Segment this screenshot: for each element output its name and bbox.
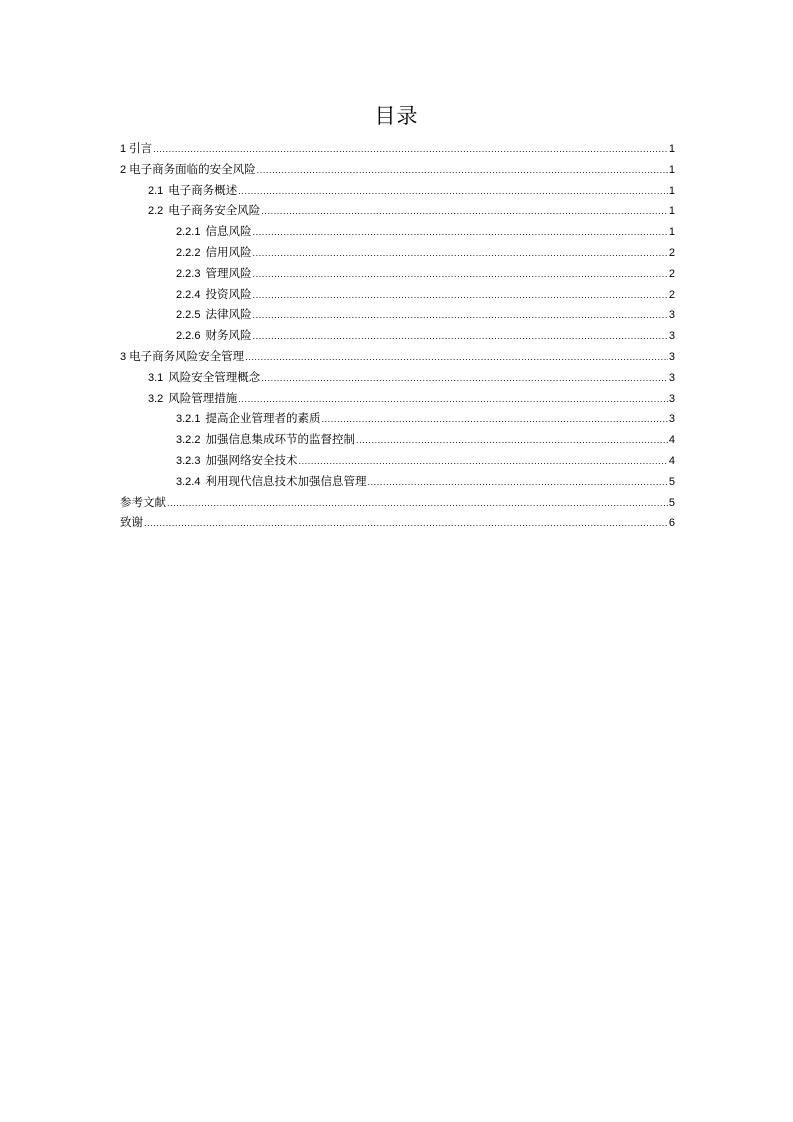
- toc-entry-number: 3.2.2: [176, 434, 201, 447]
- toc-entry-page: 6: [668, 517, 675, 530]
- toc-entry-text: 风险安全管理概念: [168, 369, 261, 384]
- toc-entry-text: 加强信息集成环节的监督控制: [205, 432, 355, 447]
- toc-leader-dots: [321, 409, 667, 430]
- toc-leader-dots: [252, 243, 667, 264]
- toc-entry[interactable]: [120, 284, 675, 305]
- toc-entry-page: 1: [668, 226, 675, 239]
- toc-entry[interactable]: [120, 263, 675, 284]
- toc-entry-number: 3.2.3: [176, 454, 201, 467]
- toc-entry-label: [176, 284, 251, 306]
- toc-leader-dots: [261, 368, 668, 389]
- toc-entry-number: 2.1: [148, 184, 164, 197]
- toc-entry-text: 风险管理措施: [168, 390, 238, 405]
- toc-entry-page: 5: [668, 475, 675, 488]
- toc-entry-text: 法律风险: [205, 307, 252, 322]
- toc-leader-dots: [245, 347, 668, 368]
- toc-entry-page: 3: [668, 350, 675, 363]
- toc-entry-page: 3: [668, 330, 675, 343]
- toc-leader-dots: [153, 139, 668, 160]
- toc-entry-label: [148, 367, 260, 389]
- toc-entry-label: [120, 138, 152, 160]
- toc-entry-text: 加强网络安全技术: [205, 452, 298, 467]
- toc-leader-dots: [167, 493, 668, 514]
- toc-entry[interactable]: [120, 159, 675, 180]
- toc-entry-page: 2: [668, 288, 675, 301]
- toc-entry-label: [148, 200, 260, 222]
- toc-entry[interactable]: [120, 138, 675, 159]
- toc-entry-label: [148, 180, 237, 202]
- toc-entry-page: 1: [668, 205, 675, 218]
- toc-leader-dots: [238, 389, 668, 410]
- toc-entry-label: [120, 492, 166, 513]
- toc-entry-page: 2: [668, 267, 675, 280]
- toc-entry[interactable]: [120, 471, 675, 492]
- toc-entry-text: 财务风险: [205, 328, 252, 343]
- toc-leader-dots: [298, 451, 667, 472]
- toc-entry-label: [120, 346, 244, 368]
- toc-entry[interactable]: [120, 450, 675, 471]
- toc-entry-number: 2.2.5: [176, 309, 201, 322]
- toc-entry-number: 3.2.4: [176, 475, 201, 488]
- table-of-contents: [120, 138, 675, 533]
- toc-entry[interactable]: [120, 221, 675, 242]
- toc-entry[interactable]: [120, 367, 675, 388]
- toc-entry-text: 电子商务风险安全管理: [129, 348, 245, 363]
- toc-entry-number: 2.2.2: [176, 246, 201, 259]
- toc-entry-text: 电子商务安全风险: [168, 203, 261, 218]
- toc-entry-label: [176, 450, 297, 472]
- toc-entry-text: 信用风险: [205, 244, 252, 259]
- toc-entry-label: [148, 388, 237, 410]
- toc-entry-page: 3: [668, 309, 675, 322]
- toc-entry-label: [176, 242, 251, 264]
- toc-leader-dots: [238, 181, 668, 202]
- toc-leader-dots: [356, 430, 668, 451]
- toc-entry-label: [120, 512, 143, 533]
- toc-entry-number: 2.2: [148, 205, 164, 218]
- toc-entry-text: 投资风险: [205, 286, 252, 301]
- toc-entry-label: [120, 159, 256, 181]
- toc-entry-label: [176, 408, 320, 430]
- toc-entry-number: 2.2.3: [176, 267, 201, 280]
- toc-entry-text: 管理风险: [205, 265, 252, 280]
- toc-entry[interactable]: [120, 200, 675, 221]
- toc-entry[interactable]: [120, 388, 675, 409]
- toc-leader-dots: [144, 513, 668, 534]
- toc-entry-page: 3: [668, 392, 675, 405]
- toc-entry-page: 1: [668, 143, 675, 155]
- toc-entry-text: 电子商务概述: [168, 182, 238, 197]
- toc-entry-page: 4: [668, 454, 675, 467]
- toc-entry[interactable]: [120, 346, 675, 367]
- toc-entry[interactable]: [120, 242, 675, 263]
- toc-entry[interactable]: [120, 408, 675, 429]
- toc-entry-number: 3.1: [148, 371, 164, 384]
- page-title: 目录: [374, 104, 419, 128]
- toc-entry-page: 4: [668, 434, 675, 447]
- toc-entry[interactable]: [120, 180, 675, 201]
- toc-entry-number: 3.2: [148, 392, 164, 405]
- toc-entry-number: 2.2.4: [176, 288, 201, 301]
- toc-leader-dots: [252, 326, 667, 347]
- toc-leader-dots: [367, 472, 667, 493]
- toc-entry-page: 3: [668, 371, 675, 384]
- toc-entry-number: 2.2.1: [176, 226, 201, 239]
- toc-entry[interactable]: [120, 325, 675, 346]
- toc-entry-label: [176, 304, 251, 326]
- toc-entry-number: 3.2.1: [176, 413, 201, 426]
- toc-entry-label: [176, 429, 355, 451]
- toc-leader-dots: [261, 201, 668, 222]
- toc-entry-text: 信息风险: [205, 224, 252, 239]
- toc-entry-label: [176, 263, 251, 285]
- toc-entry-label: [176, 221, 251, 243]
- toc-entry-number: 2.2.6: [176, 330, 201, 343]
- toc-entry-text: 电子商务面临的安全风险: [129, 161, 256, 176]
- toc-entry-page: 2: [668, 246, 675, 259]
- toc-leader-dots: [252, 305, 667, 326]
- toc-entry-text: 提高企业管理者的素质: [205, 411, 321, 426]
- toc-entry[interactable]: [120, 429, 675, 450]
- toc-entry-number: 1: [120, 143, 127, 155]
- toc-leader-dots: [252, 264, 667, 285]
- toc-entry-label: [176, 471, 366, 493]
- toc-leader-dots: [257, 160, 668, 181]
- toc-entry-page: 5: [668, 496, 675, 509]
- toc-entry-number: 2: [120, 163, 127, 176]
- toc-entry-text: 参考文献: [120, 494, 166, 509]
- toc-leader-dots: [252, 285, 667, 306]
- toc-entry[interactable]: [120, 304, 675, 325]
- toc-entry-number: 3: [120, 350, 127, 363]
- toc-entry-label: [176, 325, 251, 347]
- toc-leader-dots: [252, 222, 667, 243]
- toc-entry-text: 引言: [129, 141, 153, 155]
- toc-entry-text: 致谢: [120, 515, 143, 530]
- toc-entry[interactable]: [120, 492, 675, 513]
- toc-entry[interactable]: [120, 512, 675, 533]
- toc-entry-page: 1: [668, 163, 675, 176]
- toc-entry-page: 1: [668, 184, 675, 197]
- toc-entry-page: 3: [668, 413, 675, 426]
- toc-entry-text: 利用现代信息技术加强信息管理: [205, 473, 367, 488]
